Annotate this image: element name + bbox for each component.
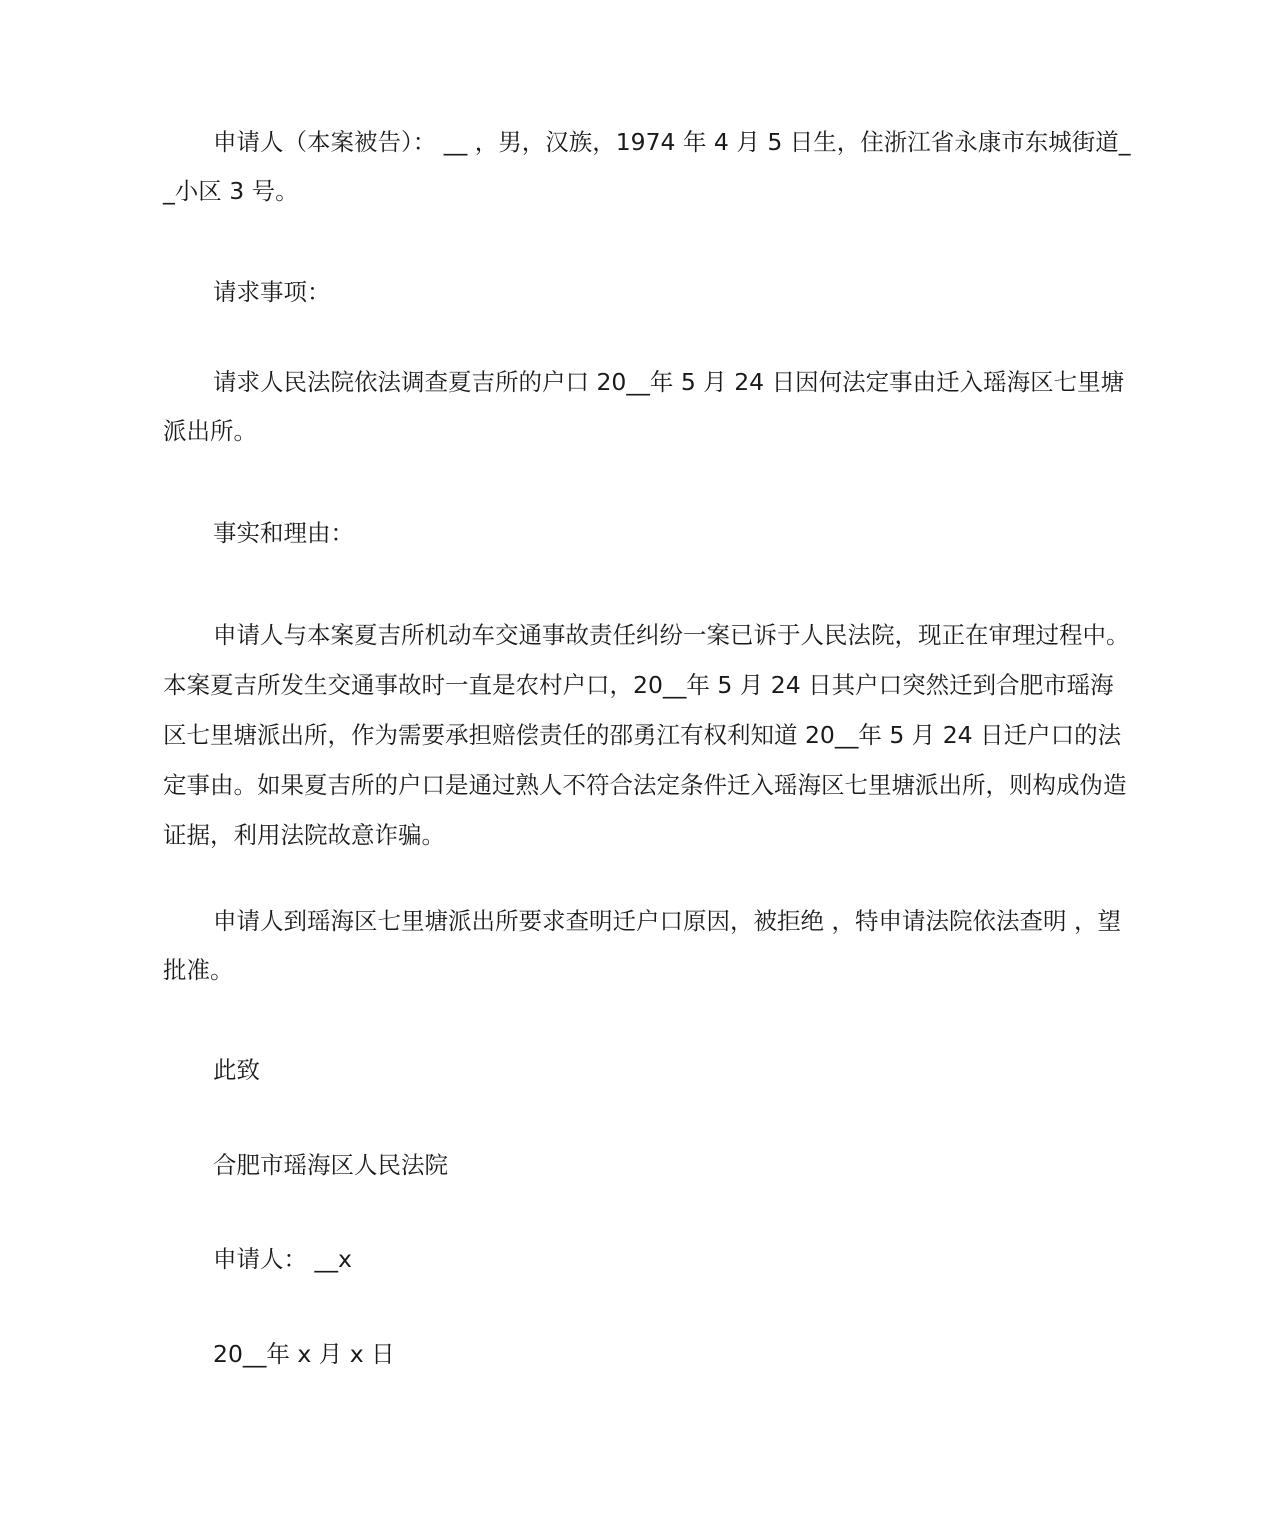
request-body: 请求人民法院依法调查夏吉所的户口 20__年 5 月 24 日因何法定事由迁入瑶海区七里塘派出所。 [163, 368, 1125, 445]
document-date: 20__年 x 月 x 日 [213, 1340, 395, 1368]
salutation: 此致 [213, 1056, 260, 1084]
facts-heading: 事实和理由： [213, 519, 354, 547]
request-heading: 请求事项： [213, 278, 331, 306]
court-name: 合肥市瑶海区人民法院 [213, 1151, 448, 1179]
applicant-signature: 申请人： __x [213, 1245, 352, 1273]
facts-body-2: 申请人到瑶海区七里塘派出所要求查明迁户口原因，被拒绝 ，特申请法院依法查明 ，望批准。 [163, 907, 1121, 984]
facts-body-1: 申请人与本案夏吉所机动车交通事故责任纠纷一案已诉于人民法院，现正在审理过程中。本案夏吉所发生交通事故时一直是农村户口，20__年 5 月 24 日其户口突然迁到合肥市瑶海区七里塘派出所，作为需要承担赔偿责任的邵勇江有权利知道 20__年 5 月 24 日迁户口的法定事由。如果夏吉所的户口是通过熟人不符合法定条件迁入瑶海区七里塘派出所，则构成伪造证据，利用法院故意诈骗。 [163, 621, 1130, 849]
applicant-info: 申请人（本案被告）： __ ，男，汉族，1974 年 4 月 5 日生，住浙江省永康市东城街道__小区 3 号。 [163, 128, 1131, 205]
